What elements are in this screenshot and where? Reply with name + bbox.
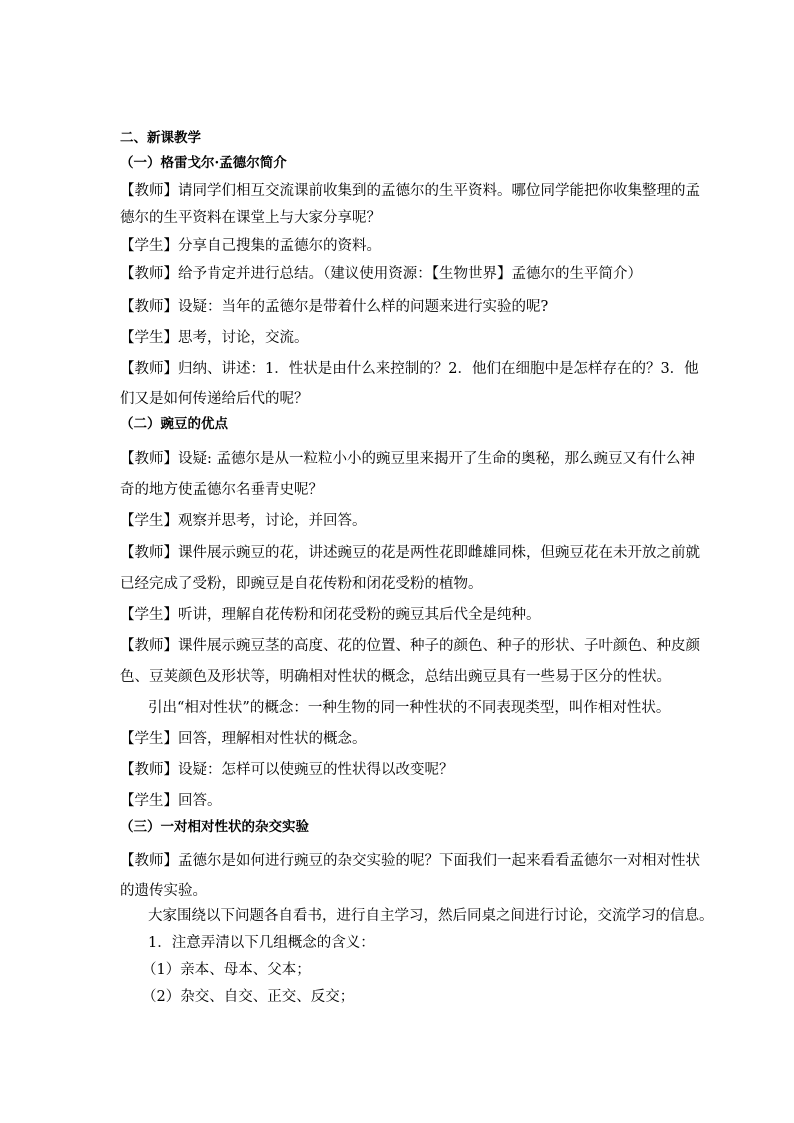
paragraph-line: 【教师】设疑: 孟德尔是从一粒粒小小的豌豆里来揭开了生命的奥秘，那么豌豆又有什么神 bbox=[120, 451, 695, 467]
paragraph-line: 【学生】听讲，理解自花传粉和闭花受粉的豌豆其后代全是纯种。 bbox=[120, 607, 541, 623]
paragraph-line: 【教师】课件展示豌豆茎的高度、花的位置、种子的颜色、种子的形状、子叶颜色、种皮颜 bbox=[120, 638, 700, 654]
paragraph-line: 色、豆荚颜色及形状等，明确相对性状的概念，总结出豌豆具有一些易于区分的性状。 bbox=[120, 669, 671, 685]
paragraph-line: 【学生】观察并思考，讨论，并回答。 bbox=[120, 513, 367, 529]
section-heading: 二、新课教学 bbox=[120, 130, 201, 146]
paragraph-line: 【学生】思考，讨论，交流。 bbox=[120, 330, 309, 346]
paragraph-line: 德尔的生平资料在课堂上与大家分享呢？ bbox=[120, 210, 381, 226]
paragraph-line: 【学生】分享自己搜集的孟德尔的资料。 bbox=[120, 238, 381, 254]
paragraph-line: 【教师】课件展示豌豆的花，讲述豌豆的花是两性花即雌雄同株，但豌豆花在未开放之前就 bbox=[120, 545, 700, 561]
paragraph-line: 【教师】请同学们相互交流课前收集到的孟德尔的生平资料。哪位同学能把你收集整理的孟 bbox=[120, 183, 700, 199]
paragraph-line: 【教师】孟德尔是如何进行豌豆的杂交实验的呢？下面我们一起来看看孟德尔一对相对性状 bbox=[120, 853, 700, 869]
paragraph-line: 【教师】给予肯定并进行总结。（建议使用资源：【生物世界】孟德尔的生平简介） bbox=[120, 266, 642, 282]
list-item: 1．注意弄清以下几组概念的含义： bbox=[148, 935, 375, 951]
paragraph-line: 【学生】回答，理解相对性状的概念。 bbox=[120, 731, 367, 747]
paragraph-line: 【教师】归纳、讲述：1．性状是由什么来控制的？2．他们在细胞中是怎样存在的？3．他 bbox=[120, 361, 699, 377]
paragraph-line: 们又是如何传递给后代的呢？ bbox=[120, 391, 309, 407]
paragraph-line: 【学生】回答。 bbox=[120, 793, 222, 809]
paragraph-line: 已经完成了受粉，即豌豆是自花传粉和闭花受粉的植物。 bbox=[120, 576, 483, 592]
paragraph-line: 奇的地方使孟德尔名垂青史呢？ bbox=[120, 482, 323, 498]
paragraph-line: 【教师】设疑：当年的孟德尔是带着什么样的问题来进行实验的呢? bbox=[120, 299, 549, 315]
list-item: （1）亲本、母本、父本； bbox=[142, 962, 311, 978]
paragraph-line: 大家围绕以下问题各自看书，进行自主学习，然后同桌之间进行讨论，交流学习的信息。 bbox=[148, 908, 714, 924]
subsection-heading-1: （一）格雷戈尔·孟德尔简介 bbox=[120, 155, 287, 171]
list-item: （2）杂交、自交、正交、反交； bbox=[142, 989, 355, 1005]
paragraph-line: 引出“相对性状”的概念：一种生物的同一种性状的不同表现类型，叫作相对性状。 bbox=[148, 700, 671, 716]
subsection-heading-3: （三）一对相对性状的杂交实验 bbox=[120, 819, 309, 835]
subsection-heading-2: （二）豌豆的优点 bbox=[120, 416, 228, 432]
paragraph-line: 的遗传实验。 bbox=[120, 883, 207, 899]
paragraph-line: 【教师】设疑：怎样可以使豌豆的性状得以改变呢？ bbox=[120, 762, 454, 778]
